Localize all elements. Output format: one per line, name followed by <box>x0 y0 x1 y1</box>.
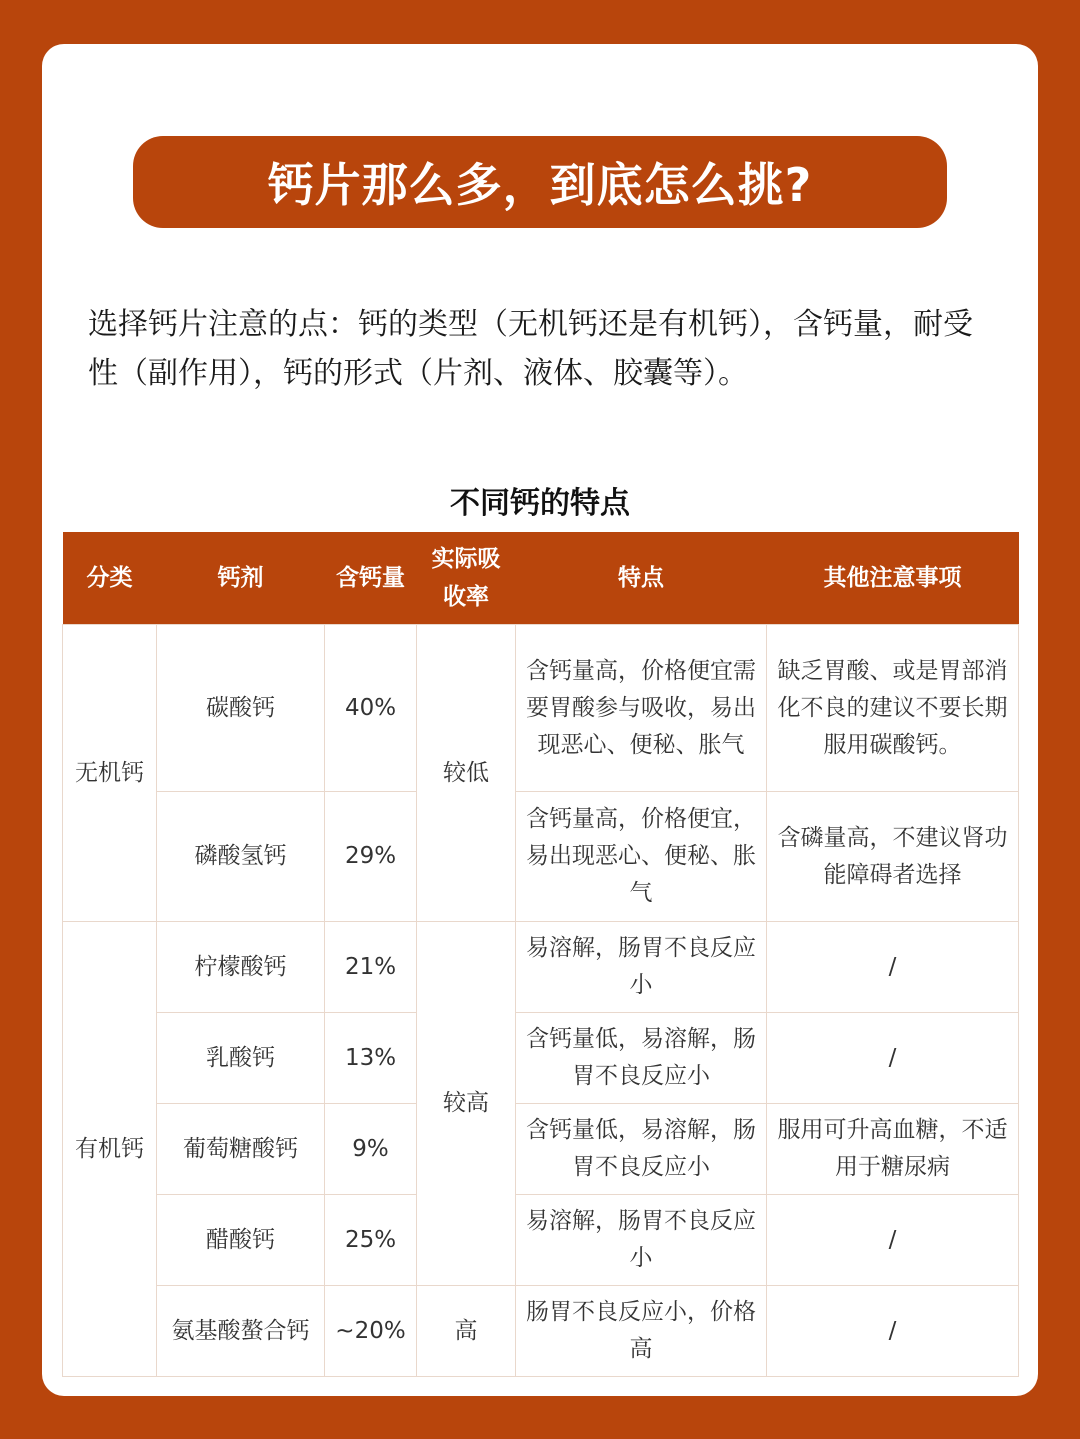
table-row <box>63 625 1019 792</box>
notes-cell: / <box>767 922 1019 1013</box>
agent-cell: 葡萄糖酸钙 <box>157 1104 325 1195</box>
absorption-cell: 较高 <box>417 922 516 1286</box>
features-cell: 易溶解，肠胃不良反应小 <box>516 1195 767 1286</box>
agent-cell: 磷酸氢钙 <box>157 792 325 922</box>
table-row <box>63 1286 1019 1377</box>
notes-cell: 服用可升高血糖，不适用于糖尿病 <box>767 1104 1019 1195</box>
table-header-row <box>63 532 1019 625</box>
features-cell: 含钙量低，易溶解，肠胃不良反应小 <box>516 1013 767 1104</box>
intro-paragraph: 选择钙片注意的点：钙的类型（无机钙还是有机钙），含钙量，耐受性（副作用），钙的形式（片剂、液体、胶囊等）。 <box>88 307 973 391</box>
header-agent: 钙剂 <box>157 532 325 625</box>
agent-cell: 乳酸钙 <box>157 1013 325 1104</box>
content-cell: 29% <box>325 792 417 922</box>
header-notes: 其他注意事项 <box>767 532 1019 625</box>
content-cell: ~20% <box>325 1286 417 1377</box>
features-cell: 含钙量高，价格便宜，易出现恶心、便秘、胀气 <box>516 792 767 922</box>
agent-cell: 氨基酸螯合钙 <box>157 1286 325 1377</box>
notes-cell: 缺乏胃酸、或是胃部消化不良的建议不要长期服用碳酸钙。 <box>767 625 1019 792</box>
group-cell: 有机钙 <box>63 922 157 1377</box>
content-cell: 9% <box>325 1104 417 1195</box>
header-features: 特点 <box>516 532 767 625</box>
table-row <box>63 1013 1019 1104</box>
calcium-comparison-table <box>62 532 1019 1377</box>
content-cell: 21% <box>325 922 417 1013</box>
content-cell: 25% <box>325 1195 417 1286</box>
table-row <box>63 792 1019 922</box>
header-absorption: 实际吸收率 <box>417 532 516 625</box>
agent-cell: 柠檬酸钙 <box>157 922 325 1013</box>
notes-cell: / <box>767 1013 1019 1104</box>
header-content: 含钙量 <box>325 532 417 625</box>
title-banner <box>133 136 947 228</box>
features-cell: 肠胃不良反应小，价格高 <box>516 1286 767 1377</box>
header-category: 分类 <box>63 532 157 625</box>
absorption-cell: 较低 <box>417 625 516 922</box>
notes-cell: / <box>767 1195 1019 1286</box>
table-row <box>63 1104 1019 1195</box>
content-cell: 40% <box>325 625 417 792</box>
features-cell: 含钙量低，易溶解，肠胃不良反应小 <box>516 1104 767 1195</box>
group-cell: 无机钙 <box>63 625 157 922</box>
notes-cell: / <box>767 1286 1019 1377</box>
notes-cell: 含磷量高，不建议肾功能障碍者选择 <box>767 792 1019 922</box>
table-row <box>63 922 1019 1013</box>
agent-cell: 碳酸钙 <box>157 625 325 792</box>
agent-cell: 醋酸钙 <box>157 1195 325 1286</box>
page-title: 钙片那么多，到底怎么挑? <box>267 158 813 212</box>
features-cell: 易溶解，肠胃不良反应小 <box>516 922 767 1013</box>
absorption-cell: 高 <box>417 1286 516 1377</box>
table-caption: 不同钙的特点 <box>450 486 630 521</box>
features-cell: 含钙量高，价格便宜需要胃酸参与吸收，易出现恶心、便秘、胀气 <box>516 625 767 792</box>
table-row <box>63 1195 1019 1286</box>
content-cell: 13% <box>325 1013 417 1104</box>
